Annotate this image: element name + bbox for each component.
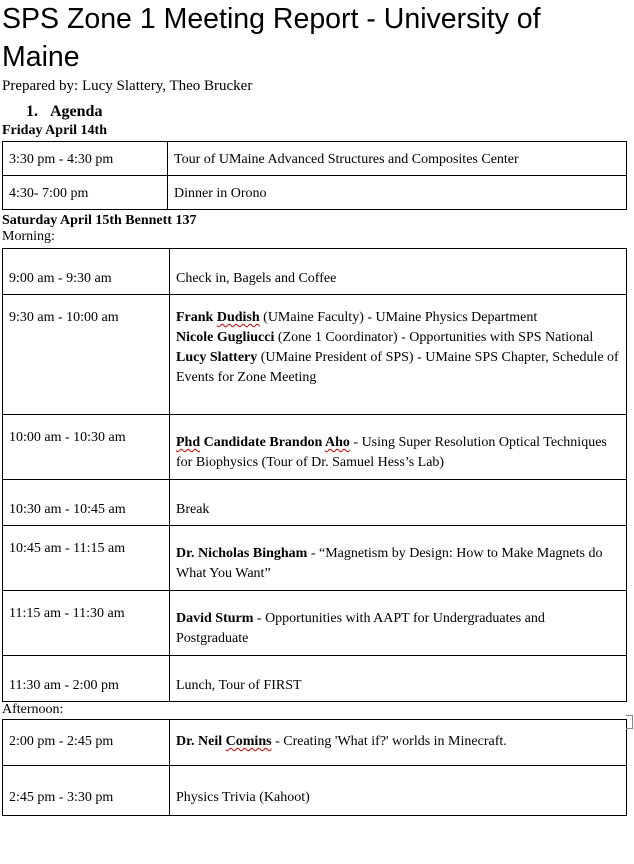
table-row xyxy=(3,526,627,591)
desc-cell: Physics Trivia (Kahoot) xyxy=(170,766,627,816)
desc-cell xyxy=(170,591,627,656)
desc-cell xyxy=(170,720,627,766)
speaker-name: Nicole Gugliucci xyxy=(176,330,275,345)
desc-cell: Lunch, Tour of FIRST xyxy=(170,656,627,702)
speaker-name: Comins xyxy=(225,734,272,749)
morning-label: Morning: xyxy=(2,229,55,244)
table-row xyxy=(3,295,627,415)
text-cursor xyxy=(626,440,627,456)
speaker-topic: (Zone 1 Coordinator) - Opportunities with SPS National xyxy=(274,330,594,345)
table-row xyxy=(3,766,627,816)
time-cell: 11:30 am - 2:00 pm xyxy=(3,656,170,702)
speaker-line xyxy=(176,308,620,328)
speaker-name: Frank xyxy=(176,310,217,325)
table-row xyxy=(3,415,627,480)
time-cell: 10:45 am - 11:15 am xyxy=(3,526,170,591)
time-cell: 10:00 am - 10:30 am xyxy=(3,415,170,480)
saturday-heading: Saturday April 15th Bennett 137 xyxy=(2,213,197,228)
desc-cell xyxy=(170,415,627,480)
speaker-name: Dudish xyxy=(216,310,260,325)
friday-table xyxy=(2,141,627,210)
time-cell: 4:30- 7:00 pm xyxy=(3,176,168,210)
speaker-topic: - Creating 'What if?' worlds in Minecraft. xyxy=(271,734,507,749)
morning-table xyxy=(2,248,627,702)
speaker-name: Lucy Slattery xyxy=(176,350,258,365)
table-row xyxy=(3,480,627,526)
table-row xyxy=(3,591,627,656)
desc-cell xyxy=(170,295,627,415)
agenda-heading xyxy=(26,102,634,122)
time-cell: 2:00 pm - 2:45 pm xyxy=(3,720,170,766)
document-title: SPS Zone 1 Meeting Report - University of Maine xyxy=(2,3,541,73)
table-row xyxy=(3,142,627,176)
time-cell: 9:30 am - 10:00 am xyxy=(3,295,170,415)
desc-cell: Tour of UMaine Advanced Structures and Composites Center xyxy=(168,142,627,176)
speaker-topic: - Using Super Resolution Optical Techniques for Biophysics (Tour of Dr. Samuel Hess’s Lab) xyxy=(176,435,607,470)
speaker-name: David Sturm xyxy=(176,611,254,626)
desc-cell: Check in, Bagels and Coffee xyxy=(170,249,627,295)
time-cell: 2:45 pm - 3:30 pm xyxy=(3,766,170,816)
time-cell: 9:00 am - 9:30 am xyxy=(3,249,170,295)
speaker-name: Phd xyxy=(176,435,201,450)
time-cell: 11:15 am - 11:30 am xyxy=(3,591,170,656)
table-row xyxy=(3,249,627,295)
afternoon-label: Afternoon: xyxy=(2,702,64,717)
speaker-topic: - Opportunities with AAPT for Undergraduates and Postgraduate xyxy=(176,611,545,646)
agenda-number: 1. xyxy=(26,103,38,120)
speaker-name: Aho xyxy=(325,435,350,450)
speaker-name: Dr. Neil xyxy=(176,734,226,749)
desc-cell: Break xyxy=(170,480,627,526)
speaker-name: Candidate Brandon xyxy=(200,435,325,450)
speaker-line xyxy=(176,348,620,388)
table-end-marker xyxy=(626,715,633,729)
speaker-topic: - “Magnetism by Design: How to Make Magnets do What You Want” xyxy=(176,546,603,581)
afternoon-table xyxy=(2,719,627,816)
desc-cell xyxy=(170,526,627,591)
speaker-topic: (UMaine President of SPS) - UMaine SPS Chapter, Schedule of Events for Zone Meeting xyxy=(176,350,619,385)
prepared-by: Prepared by: Lucy Slattery, Theo Brucker xyxy=(2,78,253,94)
table-row xyxy=(3,720,627,766)
table-row xyxy=(3,656,627,702)
time-cell: 10:30 am - 10:45 am xyxy=(3,480,170,526)
desc-cell: Dinner in Orono xyxy=(168,176,627,210)
speaker-name: Dr. Nicholas Bingham xyxy=(176,546,308,561)
time-cell: 3:30 pm - 4:30 pm xyxy=(3,142,168,176)
friday-heading: Friday April 14th xyxy=(2,123,108,138)
speaker-line xyxy=(176,328,620,348)
agenda-heading-text: Agenda xyxy=(50,103,103,120)
table-row xyxy=(3,176,627,210)
speaker-topic: (UMaine Faculty) - UMaine Physics Department xyxy=(259,310,538,325)
